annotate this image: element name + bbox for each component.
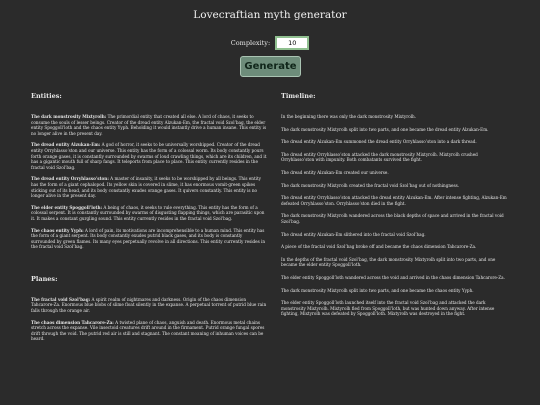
planes-heading: Planes: bbox=[31, 274, 58, 283]
complexity-label: Complexity: bbox=[230, 39, 271, 47]
entity-name: The dread entity Alzukan-Em: bbox=[31, 142, 101, 148]
timeline-event: The dark monstrosity Mixtyrolh split into two parts, and one became the dread entity Alzukan-Em. bbox=[281, 126, 489, 132]
entity-entry bbox=[31, 228, 267, 250]
timeline-event: The dread entity Orryhlassoʼston attacked the dark monstrosity Mixtyrolh. Mixtyrolh crushed Orryhlassoʼston with impunity. Both combatants survived the fight. bbox=[281, 151, 478, 163]
entity-name: The chaos entity Yyph: bbox=[31, 227, 84, 233]
timeline-event: The elder entity Spoggollʼloth wandered across the void and arrived in the chaos dimension Tahcarore-Za. bbox=[281, 274, 505, 280]
planes-list bbox=[31, 297, 267, 342]
generate-button[interactable]: Generate bbox=[240, 56, 301, 77]
timeline-event: The dread entity Alzukan-Em summoned the dread entity Orryhlassoʼston into a dark thread. bbox=[281, 139, 477, 145]
timeline-event: The dark monstrosity Mixtyrolh wandered across the black depths of space and arrived in the fractal void Szolʼbag. bbox=[281, 213, 504, 224]
entity-description: The primordial entity that created all else. A lord of chaos, it seeks to consume the souls of lesser beings. Creator of the dread entity Alzukan-Em, the fractal void Szolʼbag, the elder entity Spoggollʼloth and the chaos entity Yyph. Beholding it would instantly drive a human insane. This entity is no longer alive in the present day. bbox=[31, 114, 267, 136]
plane-name: The fractal void Szolʼbag: bbox=[31, 296, 91, 302]
complexity-row bbox=[0, 36, 540, 50]
timeline-list bbox=[281, 114, 511, 317]
timeline-event: In the beginning there was only the dark monstrosity Mixtyrolh. bbox=[281, 114, 417, 119]
app-title: Lovecraftian myth generator bbox=[193, 9, 347, 21]
timeline-event: The dark monstrosity Mixtyrolh split into two parts, and one became the chaos entity Yyph. bbox=[281, 287, 474, 293]
timeline-event: In the depths of the fractal void Szolʼbag, the dark monstrosity Mixtyrolh split into two parts, and one became the elder entity Spoggollʼloth. bbox=[281, 256, 496, 268]
entities-list bbox=[31, 114, 267, 250]
timeline-event: The dark monstrosity Mixtyrolh created the fractal void Szolʼbag out of nothingness. bbox=[281, 182, 460, 188]
entity-entry bbox=[31, 176, 267, 198]
complexity-input[interactable]: 10 bbox=[275, 36, 309, 50]
timeline-event: The dread entity Alzukan-Em slithered into the fractal void Szolʼbag. bbox=[281, 231, 426, 237]
entity-entry bbox=[31, 114, 267, 136]
entity-description: A lord of pain, its motivations are incomprehensible to a human mind. This entity has the form of a giant serpent. Its body constantly exudes putrid black gases, and its body is constantly surrounded by green flames. Its many eyes perpetually revolve in all directions. This entity currently resides in the fractal void Szolʼbag. bbox=[31, 227, 266, 250]
left-column bbox=[31, 92, 267, 348]
entity-description: A master of insanity, it seeks to be worshipped by all beings. This entity has the form of a giant cephalopod. Its yellow skin is covered in slime, it has enormous vomit-green spikes sticking out of its head, and its body constantly exudes orange gases. It quivers constantly. This entity is no longer alive in the present day. bbox=[31, 176, 261, 199]
entity-name: The dread entity Orryhlassoʼston: bbox=[31, 176, 109, 182]
timeline-event: A piece of the fractal void Szolʼbag broke off and became the chaos dimension Tahcarore-Za. bbox=[281, 244, 477, 250]
entity-entry bbox=[31, 142, 267, 170]
entity-name: The elder entity Spoggollʼloth: bbox=[31, 204, 102, 210]
plane-entry bbox=[31, 297, 267, 314]
timeline-heading: Timeline: bbox=[281, 92, 316, 100]
plane-name: The chaos dimension Tahcarore-Za: bbox=[31, 319, 114, 325]
plane-description: A twisted plane of chaos, anguish and death. Enormous metal chains stretch across the expanse. Vile insectoid creatures drift around in the firmament. Putrid orange fungal spores drift through the void. The putrid red air is still and stagnant. The constant moaning of inhuman voices can be heard. bbox=[31, 319, 265, 342]
entity-description: A being of chaos, it seeks to rule everything. This entity has the form of a colossal serpent. It is constantly surrounded by swarms of disgusting flapping things, which are parasitic upon it. It makes a constant gurgling sound. This entity currently resides in the fractal void Szolʼbag. bbox=[31, 204, 265, 221]
right-column bbox=[281, 92, 511, 324]
plane-description: A spirit realm of nightmares and darkness. Origin of the chaos dimension Tahcarore-Za. Enormous blue blobs of slime float silently in the expanse. A perpetual torrent of putrid blue rain falls through the orange air. bbox=[31, 296, 267, 314]
timeline-event: The elder entity Spoggollʼloth launched itself into the fractal void Szolʼbag and attacked the dark monstrosity Mixtyrolh. Mixtyrolh fled from Spoggollʼloth, but was hunted down anyway. After intense fighting, Mixtyrolh was defeated by Spoggollʼloth. Mixtyrolh was destroyed in the fight. bbox=[281, 300, 495, 317]
plane-entry bbox=[31, 320, 267, 342]
entity-description: A god of horror, it seeks to be universally worshipped. Creator of the dread entity Orryhlassoʼston and our universe. This entity has the form of a colossal worm. Its body constantly pours forth orange gases, it is constantly surrounded by swarms of loud crawling things, which are its children, and it has a gigantic mouth full of sharp fangs. It teleports from place to place. This entity currently resides in the fractal void Szolʼbag. bbox=[31, 142, 267, 170]
timeline-event: The dread entity Alzukan-Em created our universe. bbox=[281, 169, 389, 175]
entities-heading: Entities: bbox=[31, 92, 62, 100]
entity-name: The dark monstrosity Mixtyrolh: bbox=[31, 114, 107, 119]
timeline-event: The dread entity Orryhlassoʼston attacked the dread entity Alzukan-Em. After intense fighting, Alzukan-Em defeated Orryhlassoʼston. Orryhlassoʼston died in the fight. bbox=[281, 195, 507, 206]
entity-entry bbox=[31, 205, 267, 222]
